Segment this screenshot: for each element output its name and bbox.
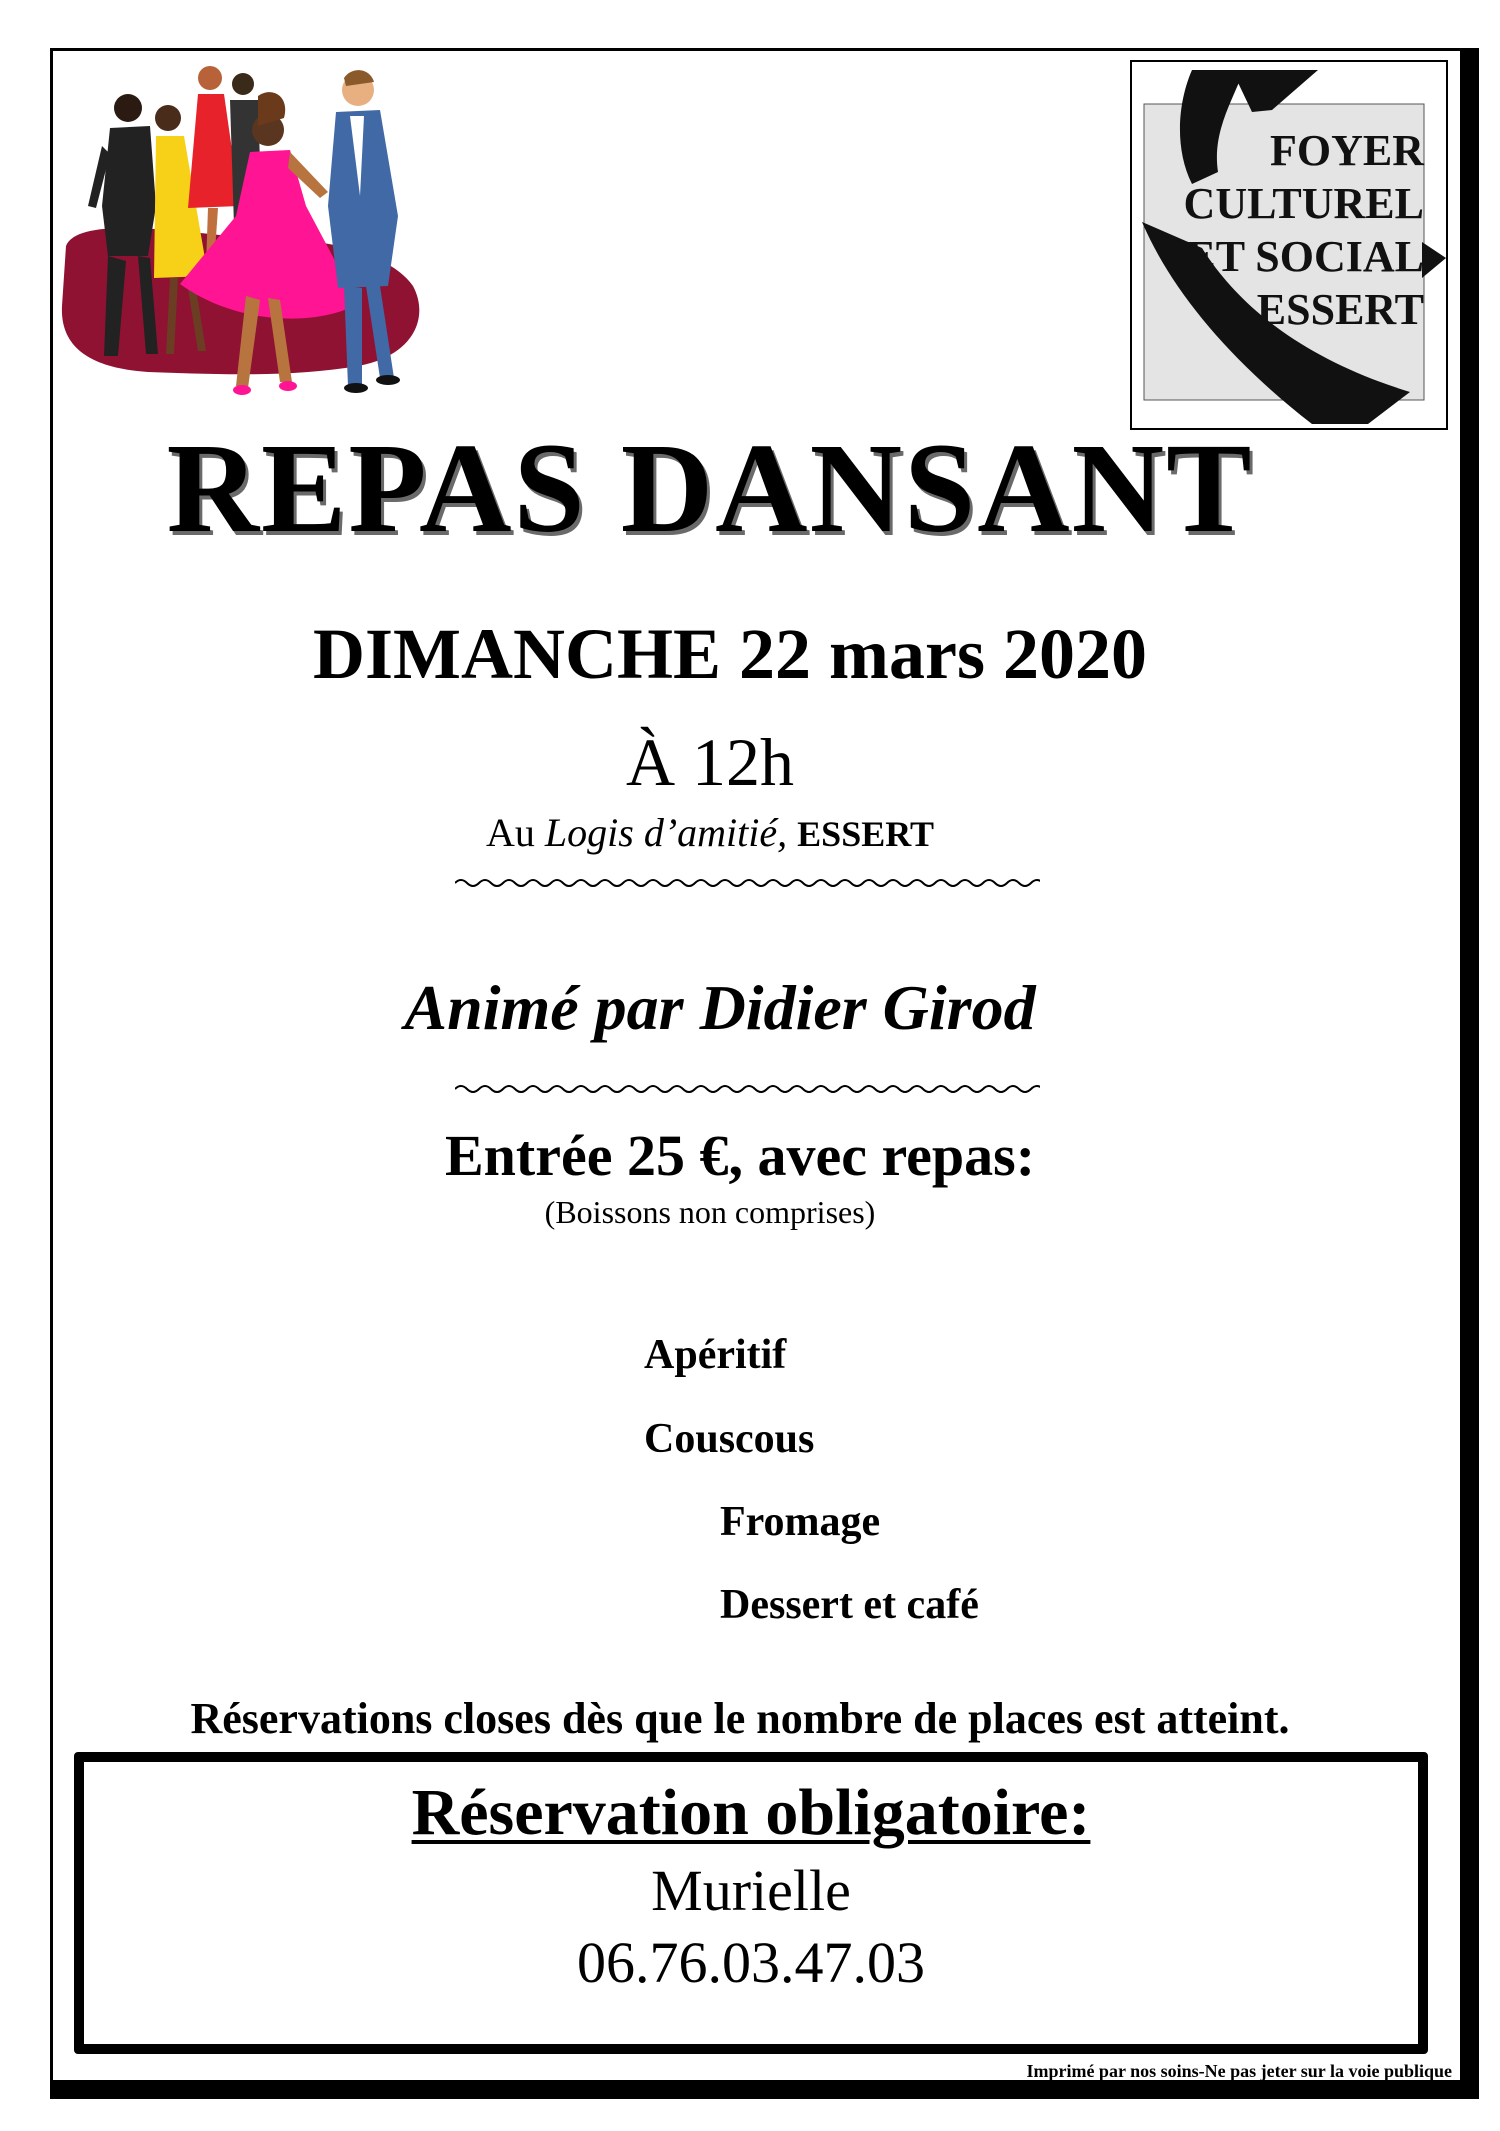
venue-name: Logis d’amitié,: [544, 810, 788, 855]
logo-text: [1184, 124, 1424, 336]
wave-divider: [455, 876, 1040, 890]
frame-shadow: [1463, 48, 1479, 2099]
logo-line: FOYER: [1270, 126, 1424, 175]
venue-prefix: Au: [486, 810, 545, 855]
entry-price: Entrée 25 €, avec repas:: [444, 1123, 1036, 1188]
logo-line: CULTUREL: [1183, 179, 1424, 228]
reservation-title-text: Réservation obligatoire:: [411, 1776, 1091, 1849]
frame-shadow: [50, 2083, 1479, 2099]
contact-phone: 06.76.03.47.03: [577, 1930, 925, 1995]
menu-item: Apéritif: [644, 1332, 787, 1378]
menu-item: Fromage: [720, 1499, 881, 1545]
reservation-notice: Réservations closes dès que le nombre de places est atteint.: [190, 1694, 1290, 1743]
event-date: DIMANCHE 22 mars 2020: [313, 614, 1147, 694]
event-venue: [0, 808, 1460, 859]
foyer-logo: [1130, 60, 1448, 430]
menu-item: Dessert et café: [720, 1582, 979, 1628]
reservation-title: [84, 1774, 1418, 1852]
event-time: À 12h: [625, 724, 795, 800]
logo-line: ESSERT: [1256, 285, 1424, 334]
contact-name: Murielle: [651, 1858, 851, 1923]
wave-divider: [455, 1082, 1040, 1096]
dancers-illustration: [58, 56, 428, 416]
logo-line: ET SOCIAL: [1186, 232, 1424, 281]
poster-title: REPAS DANSANT: [166, 417, 1254, 559]
reservation-box: [74, 1752, 1428, 2054]
drinks-note: (Boissons non comprises): [544, 1194, 876, 1230]
menu-item: Couscous: [644, 1416, 815, 1462]
footer-note: Imprimé par nos soins-Ne pas jeter sur la voie publique: [1026, 2061, 1452, 2081]
animator-line: Animé par Didier Girod: [404, 972, 1036, 1043]
venue-town: ESSERT: [797, 814, 934, 854]
